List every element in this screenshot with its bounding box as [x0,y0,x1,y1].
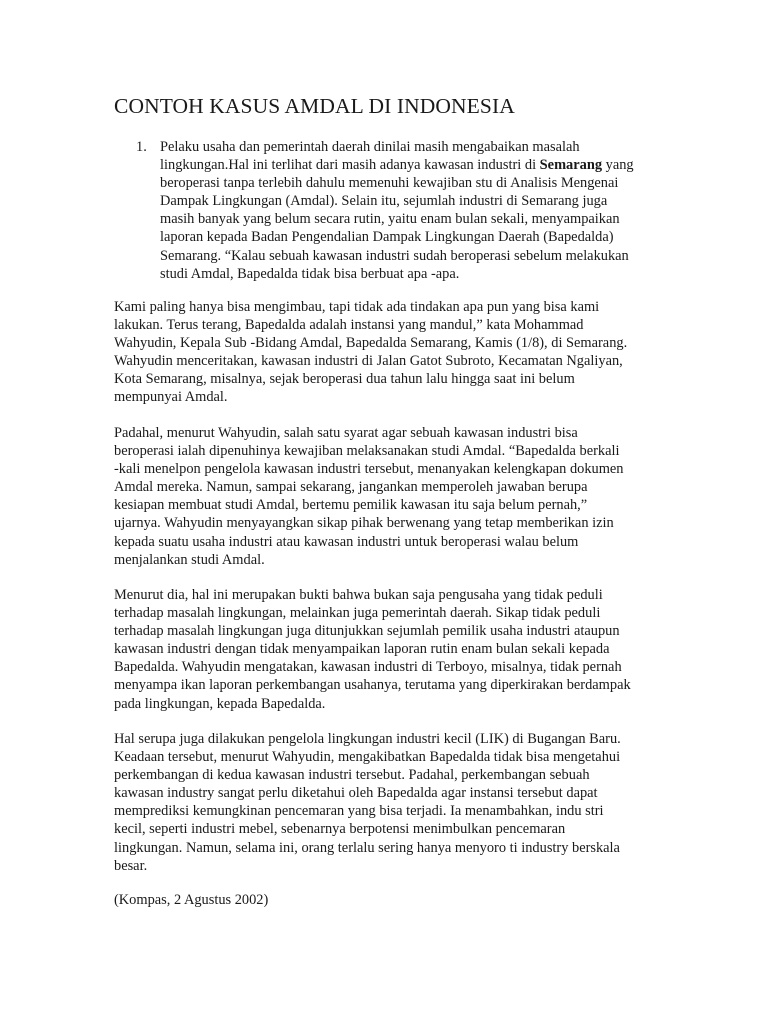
text-line: Hal serupa juga dilakukan pengelola lingkungan industri kecil (LIK) di Bugangan Baru. [114,731,621,747]
document-title: CONTOH KASUS AMDAL DI INDONESIA [114,94,515,118]
text-line: Amdal mereka. Namun, sampai sekarang, jangankan memperoleh jawaban berupa [114,479,588,496]
text-line: kesiapan membuat studi Amdal, bertemu pemilik kawasan itu saja belum pernah,” [114,497,588,514]
text-line: kecil, seperti industri mebel, sebenarnya berpotensi menimbulkan pencemaran [114,821,566,838]
text-line: Menurut dia, hal ini merupakan bukti bahwa bukan saja pengusaha yang tidak peduli [114,587,603,603]
text-line: terhadap masalah lingkungan juga ditunjukkan sejumlah pemilik usaha industri ataupun [114,623,620,640]
text-line: -kali menelpon pengelola kawasan industri tersebut, menanyakan kelengkapan dokumen [114,461,624,478]
text-line: beroperasi ialah dipenuhinya kewajiban melaksanakan studi Amdal. “Bapedalda berkali [114,443,620,460]
list-item-text [160,138,660,283]
text-line: Kami paling hanya bisa mengimbau, tapi tidak ada tindakan apa pun yang bisa kami [114,299,600,315]
text-line: memprediksi kemungkinan pencemaran yang bisa terjadi. Ia menambahkan, indu stri [114,803,604,820]
text-line: lakukan. Terus terang, Bapedalda adalah instansi yang mandul,” kata Mohammad [114,317,584,334]
text-line: beroperasi tanpa terlebih dahulu memenuhi kewajiban stu di Analisis Mengenai [160,175,619,192]
paragraph [114,730,674,875]
text-line: Bapedalda. Wahyudin mengatakan, kawasan industri di Terboyo, misalnya, tidak pernah [114,659,622,676]
text-line: (Kompas, 2 Agustus 2002) [114,892,269,908]
text-line: Wahyudin, Kepala Sub -Bidang Amdal, Bapedalda Semarang, Kamis (1/8), di Semarang. [114,335,628,352]
text-line: menjalankan studi Amdal. [114,551,265,568]
text-line: Wahyudin menceritakan, kawasan industri di Jalan Gatot Subroto, Kecamatan Ngaliyan, [114,353,623,370]
text-line: Keadaan tersebut, menurut Wahyudin, mengakibatkan Bapedalda tidak bisa mengetahui [114,749,621,766]
text-line: studi Amdal, Bapedalda tidak bisa berbuat apa -apa. [160,265,460,282]
text-line: masih banyak yang belum secara rutin, yaitu enam bulan sekali, menyampaikan [160,211,620,228]
text-line: ujarnya. Wahyudin menyayangkan sikap pihak berwenang yang tetap memberikan izin [114,515,614,532]
text-line: Padahal, menurut Wahyudin, salah satu syarat agar sebuah kawasan industri bisa [114,425,578,441]
text-line: menyampa ikan laporan perkembangan usahanya, terutama yang diperkirakan berdampak [114,677,631,694]
text-line: kepada suatu usaha industri atau kawasan industri untuk beroperasi walau belum [114,533,579,550]
text-line: mempunyai Amdal. [114,389,228,406]
paragraph [114,586,674,713]
text-line: Dampak Lingkungan (Amdal). Selain itu, sejumlah industri di Semarang juga [160,193,608,210]
text-line: besar. [114,857,148,874]
text-line: Semarang. “Kalau sebuah kawasan industri sudah beroperasi sebelum melakukan [160,247,629,264]
paragraph [114,298,674,407]
bold-text: Semarang [539,157,603,174]
text-line: Pelaku usaha dan pemerintah daerah dinilai masih mengabaikan masalah [160,139,580,155]
paragraph [114,424,674,569]
text-line: terhadap masalah lingkungan, melainkan juga pemerintah daerah. Sikap tidak peduli [114,605,601,622]
text-line [160,156,660,174]
text-line: kawasan industri dengan tidak menyampaikan laporan rutin enam bulan sekali kepada [114,641,610,658]
text-line: Kota Semarang, misalnya, sejak beroperasi dua tahun lalu hingga saat ini belum [114,371,575,388]
text-run: lingkungan.Hal ini terlihat dari masih adanya kawasan industri di [160,157,540,174]
text-line: kawasan industry sangat perlu diketahui oleh Bapedalda agar instansi tersebut dapat [114,785,598,802]
source-citation [114,891,674,909]
text-line: lingkungan. Namun, selama ini, orang terlalu sering hanya menyoro ti industry berskala [114,839,620,856]
list-number: 1. [136,139,147,155]
text-line: laporan kepada Badan Pengendalian Dampak Lingkungan Daerah (Bapedalda) [160,229,614,246]
text-line: pada lingkungan, kepada Bapedalda. [114,695,326,712]
text-run: yang [602,157,634,174]
text-line: perkembangan di kedua kawasan industri tersebut. Padahal, perkembangan sebuah [114,767,590,784]
